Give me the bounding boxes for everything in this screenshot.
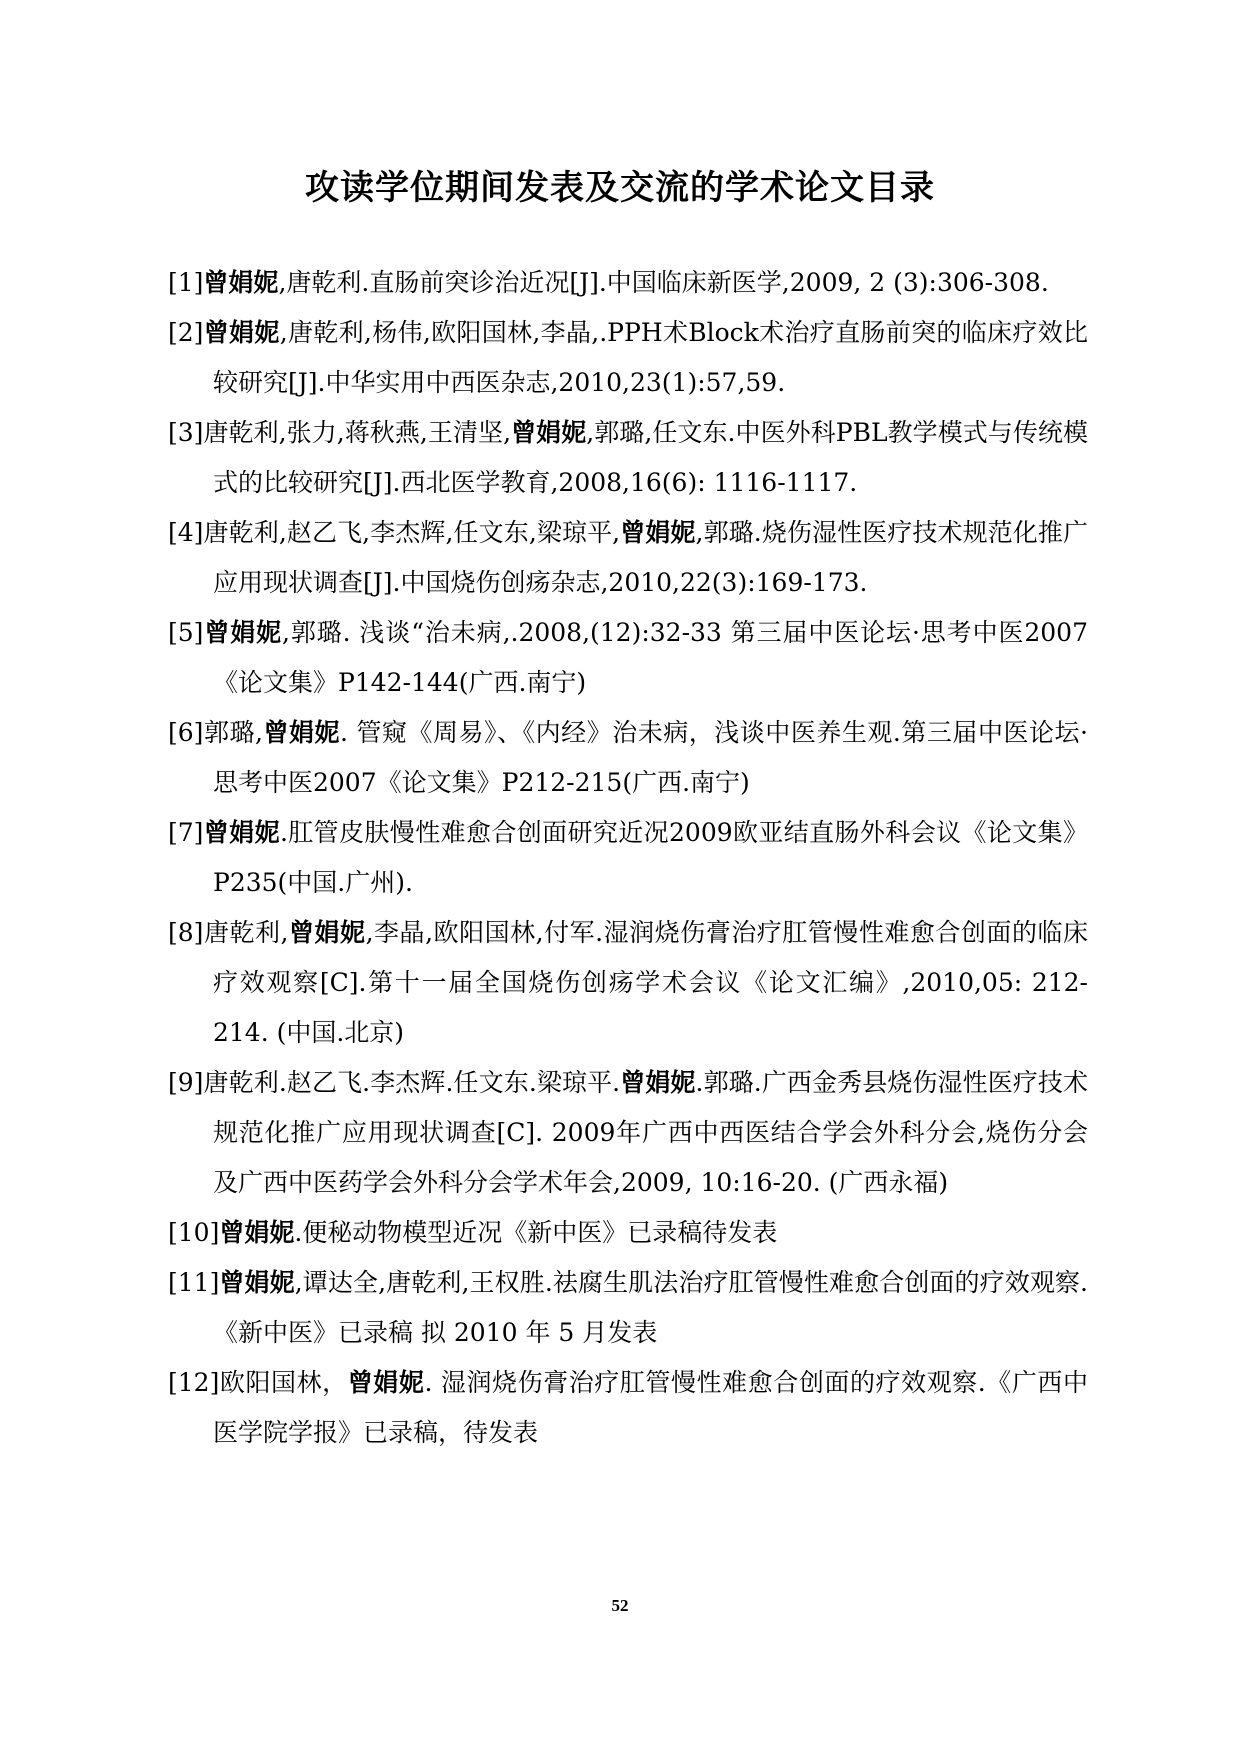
- reference-number: [6]: [168, 718, 204, 747]
- reference-number: [9]: [168, 1068, 204, 1097]
- reference-author-highlight: 曾娟妮: [203, 818, 280, 847]
- reference-number: [8]: [168, 918, 204, 947]
- reference-text-after: ,唐乾利,杨伟,欧阳国林,李晶,.PPH术Block术治疗直肠前突的临床疗效比较研究[J].中华实用中西医杂志,2010,23(1):57,59.: [213, 318, 1088, 397]
- reference-item: [168, 408, 1088, 508]
- reference-author-highlight: 曾娟妮: [203, 268, 279, 297]
- reference-text-after: .肛管皮肤慢性难愈合创面研究近况2009欧亚结直肠外科会议《论文集》P235(中国.广州).: [213, 818, 1088, 897]
- reference-text-after: .便秘动物模型近况《新中医》已录稿待发表: [294, 1218, 778, 1247]
- reference-text-before: 唐乾利,赵乙飞,李杰辉,任文东,梁琼平,: [203, 518, 621, 547]
- reference-text-after: ,郭璐,任文东.中医外科PBL教学模式与传统模式的比较研究[J].西北医学教育,2008,16(6): 1116-1117.: [213, 418, 1088, 497]
- reference-number: [3]: [168, 418, 204, 447]
- reference-text-before: 郭璐,: [203, 718, 263, 747]
- reference-item: [168, 258, 1088, 308]
- reference-text-after: . 管窥《周易》、《内经》治未病，浅谈中医养生观.第三届中医论坛·思考中医2007《论文集》P212-215(广西.南宁): [213, 718, 1088, 797]
- reference-number: [5]: [168, 618, 204, 647]
- reference-item: [168, 808, 1088, 908]
- reference-number: [7]: [168, 818, 204, 847]
- reference-number: [4]: [168, 518, 204, 547]
- reference-author-highlight: 曾娟妮: [620, 518, 696, 547]
- reference-item: [168, 608, 1088, 708]
- reference-number: [2]: [168, 318, 204, 347]
- reference-item: [168, 708, 1088, 808]
- reference-author-highlight: 曾娟妮: [203, 318, 280, 347]
- reference-text-after: ,唐乾利.直肠前突诊治近况[J].中国临床新医学,2009, 2 (3):306-308.: [278, 268, 1049, 297]
- reference-text-after: ,郭璐. 浅谈“治未病,.2008,(12):32-33 第三届中医论坛·思考中医2007《论文集》P142-144(广西.南宁): [213, 618, 1088, 697]
- reference-number: [12]: [168, 1368, 220, 1397]
- reference-author-highlight: 曾娟妮: [347, 1368, 425, 1397]
- reference-number: [1]: [168, 268, 204, 297]
- reference-author-highlight: 曾娟妮: [262, 718, 341, 747]
- reference-item: [168, 308, 1088, 408]
- reference-text-before: 唐乾利.赵乙飞.李杰辉.任文东.梁琼平.: [203, 1068, 621, 1097]
- reference-item: [168, 908, 1088, 1058]
- reference-author-highlight: 曾娟妮: [203, 618, 282, 647]
- reference-list: [168, 258, 1088, 1458]
- reference-text-after: ,李晶,欧阳国林,付军.湿润烧伤膏治疗肛管慢性难愈合创面的临床疗效观察[C].第十一届全国烧伤创疡学术会议《论文汇编》,2010,05: 212-214. (中国.北京): [213, 918, 1088, 1047]
- reference-number: [11]: [168, 1268, 220, 1297]
- reference-author-highlight: 曾娟妮: [620, 1068, 696, 1097]
- reference-item: [168, 1258, 1088, 1358]
- reference-item: [168, 1208, 1088, 1258]
- reference-number: [10]: [168, 1218, 220, 1247]
- reference-text-before: 唐乾利,: [203, 918, 289, 947]
- reference-author-highlight: 曾娟妮: [288, 918, 366, 947]
- reference-item: [168, 1058, 1088, 1208]
- page-number: 52: [611, 1596, 629, 1615]
- reference-text-before: 唐乾利,张力,蒋秋燕,王清坚,: [203, 418, 512, 447]
- page-title: 攻读学位期间发表及交流的学术论文目录: [305, 168, 935, 208]
- reference-text-after: .郭璐.广西金秀县烧伤湿性医疗技术规范化推广应用现状调查[C]. 2009年广西中西医结合学会外科分会,烧伤分会及广西中医药学会外科分会学术年会,2009, 10:16-20. (广西永福): [213, 1068, 1088, 1197]
- reference-item: [168, 508, 1088, 608]
- reference-text-before: 欧阳国林，: [219, 1368, 348, 1397]
- reference-item: [168, 1358, 1088, 1458]
- reference-author-highlight: 曾娟妮: [511, 418, 587, 447]
- reference-text-after: . 湿润烧伤膏治疗肛管慢性难愈合创面的疗效观察.《广西中医学院学报》已录稿，待发表: [213, 1368, 1088, 1447]
- reference-author-highlight: 曾娟妮: [219, 1218, 295, 1247]
- reference-text-after: ,郭璐.烧伤湿性医疗技术规范化推广应用现状调查[J].中国烧伤创疡杂志,2010,22(3):169-173.: [213, 518, 1088, 597]
- reference-text-after: ,谭达全,唐乾利,王权胜.祛腐生肌法治疗肛管慢性难愈合创面的疗效观察.《新中医》已录稿 拟 2010 年 5 月发表: [213, 1268, 1088, 1347]
- reference-author-highlight: 曾娟妮: [219, 1268, 295, 1297]
